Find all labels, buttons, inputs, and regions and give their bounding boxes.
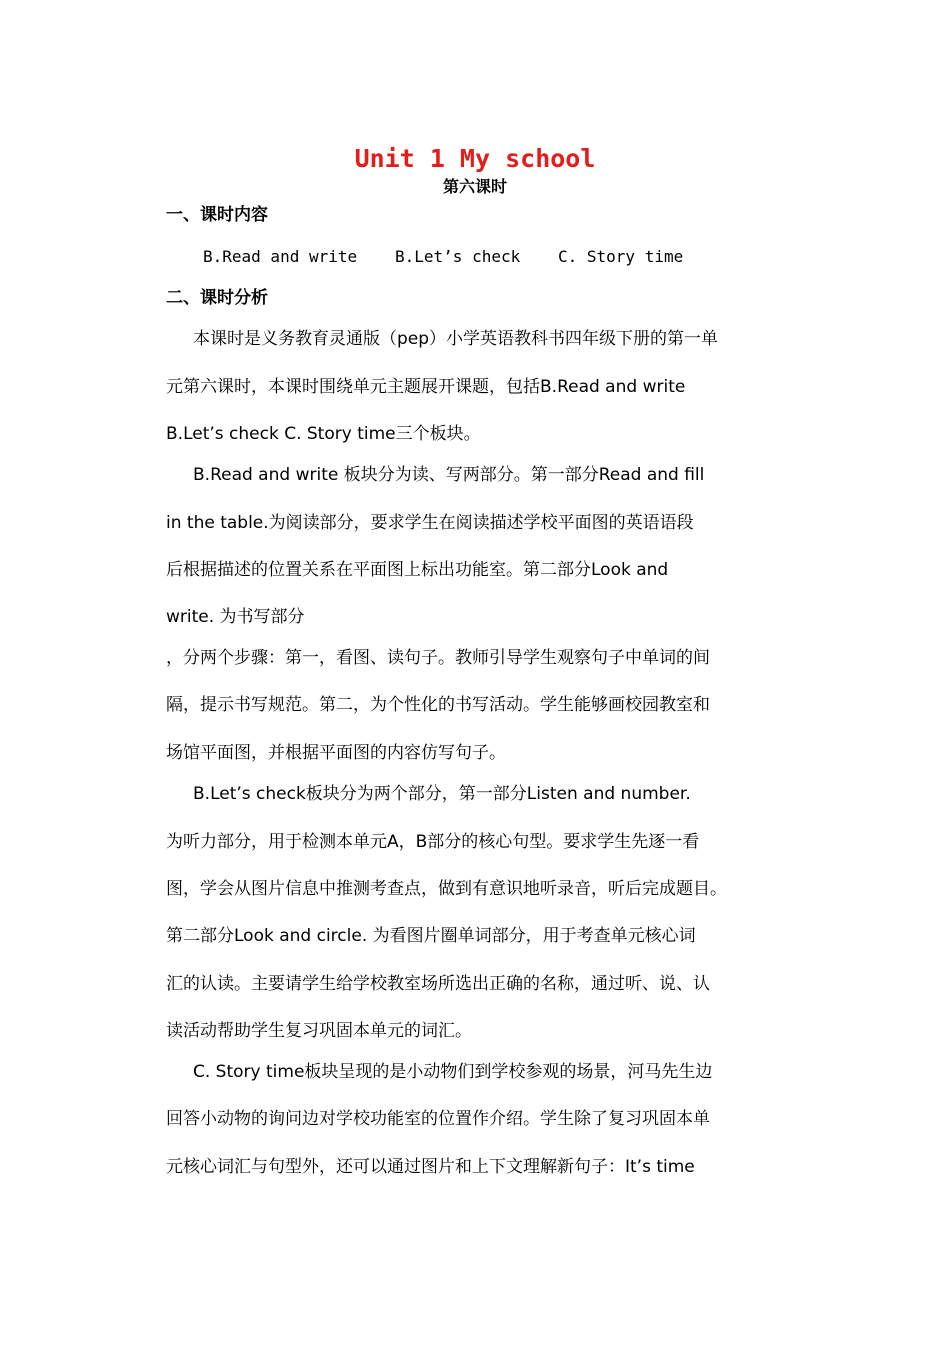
paragraph-line: ，分两个步骤：第一，看图、读句子。教师引导学生观察句子中单词的间 [166,648,710,668]
content-item: C. Story time [558,247,684,266]
content-item: B.Let’s check [395,247,521,266]
paragraph-line: 回答小动物的询问边对学校功能室的位置作介绍。学生除了复习巩固本单 [166,1109,710,1129]
paragraph-line: 汇的认读。主要请学生给学校教室场所选出正确的名称，通过听、说、认 [166,974,710,994]
paragraph-line: 元第六课时，本课时围绕单元主题展开课题，包括B.Read and write [166,377,686,397]
section-heading-content: 一、课时内容 [166,205,268,225]
paragraph-line: B.Let’s check板块分为两个部分，第一部分Listen and number. [193,784,691,804]
paragraph-line: 隔，提示书写规范。第二，为个性化的书写活动。学生能够画校园教室和 [166,695,710,715]
paragraph-line: 第二部分Look and circle. 为看图片圈单词部分，用于考查单元核心词 [166,926,696,946]
section-heading-analysis: 二、课时分析 [166,288,268,308]
lesson-subtitle: 第六课时 [442,177,507,196]
paragraph-line: write. 为书写部分 [166,607,305,627]
paragraph-line: C. Story time板块呈现的是小动物们到学校参观的场景，河马先生边 [193,1062,713,1082]
paragraph-line: 图，学会从图片信息中推测考查点，做到有意识地听录音，听后完成题目。 [166,879,727,899]
paragraph-line: 读活动帮助学生复习巩固本单元的词汇。 [166,1021,472,1041]
paragraph-line: 后根据描述的位置关系在平面图上标出功能室。第二部分Look and [166,560,669,580]
paragraph-line: 本课时是义务教育灵通版（pep）小学英语教科书四年级下册的第一单 [193,329,719,349]
paragraph-line: in the table.为阅读部分，要求学生在阅读描述学校平面图的英语语段 [166,513,694,533]
content-item: B.Read and write [203,247,358,266]
paragraph-line: 场馆平面图，并根据平面图的内容仿写句子。 [166,743,506,763]
paragraph-line: 元核心词汇与句型外，还可以通过图片和上下文理解新句子：It’s time [166,1157,695,1177]
paragraph-line: 为听力部分，用于检测本单元A，B部分的核心句型。要求学生先逐一看 [166,832,700,852]
paragraph-line: B.Let’s check C. Story time三个板块。 [166,424,481,444]
document-title: Unit 1 My school [354,144,596,173]
paragraph-line: B.Read and write 板块分为读、写两部分。第一部分Read and fill [193,465,705,485]
